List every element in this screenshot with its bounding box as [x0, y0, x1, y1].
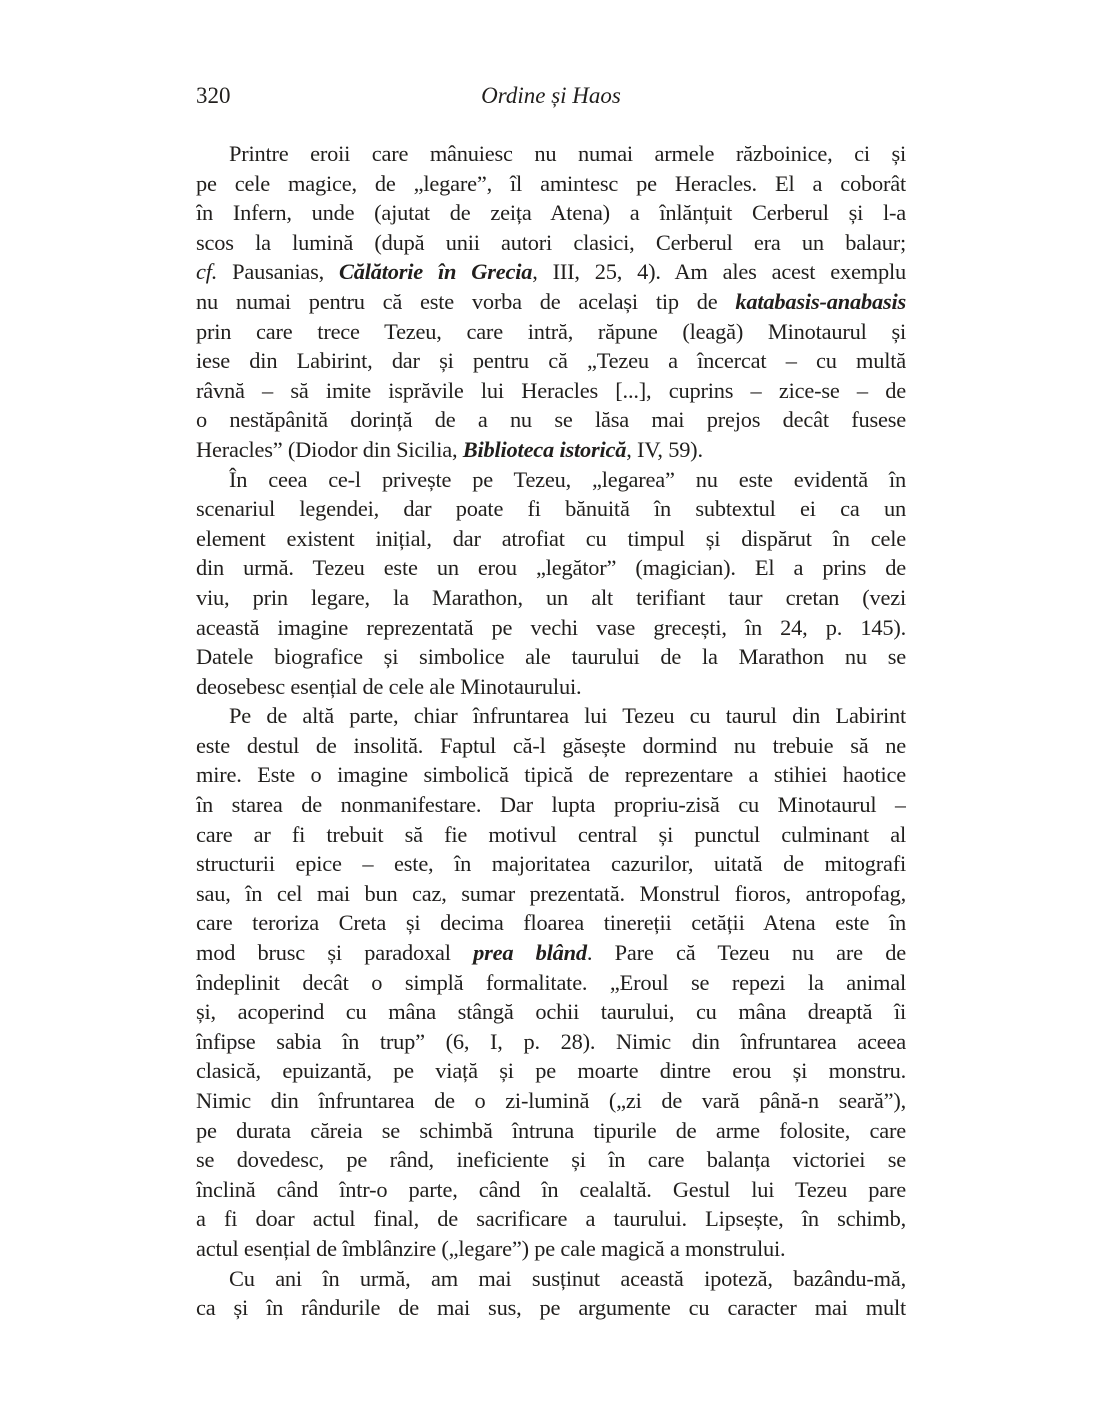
text-segment: care ar fi trebuit să fie motivul central și punctul culminant al — [196, 821, 906, 847]
text-segment: și, acoperind cu mâna stângă ochii taurului, cu mâna dreaptă îi — [196, 999, 906, 1025]
text-segment: element existent inițial, dar atrofiat cu timpul și dispărut în cele — [196, 525, 906, 551]
text-line — [196, 701, 906, 731]
text-segment: Nimic din înfruntarea de o zi-lumină („zi de vară până-n seară”), — [196, 1088, 906, 1113]
paragraph — [196, 465, 906, 702]
text-line — [196, 849, 906, 879]
text-line — [196, 228, 906, 258]
text-line — [196, 879, 906, 909]
text-segment: sau, în cel mai bun caz, sumar prezentată. Monstrul fioros, antropofag, — [196, 880, 906, 906]
text-line — [196, 642, 906, 672]
text-line — [196, 760, 906, 790]
text-line — [196, 465, 906, 495]
text-segment: înclină când într-o parte, când în cealaltă. Gestul lui Tezeu pare — [196, 1176, 906, 1202]
text-line — [196, 346, 906, 376]
text-block — [196, 139, 906, 1323]
text-line — [196, 731, 906, 761]
text-line — [196, 1116, 906, 1146]
text-segment: ca și în rândurile de mai sus, pe argumente cu caracter mai mult — [196, 1295, 906, 1321]
paragraph — [196, 701, 906, 1263]
text-segment: prin care trece Tezeu, care intră, răpune (leagă) Minotaurul și — [196, 318, 906, 344]
text-line — [196, 1145, 906, 1175]
text-segment: scenariul legendei, dar poate fi bănuită în subtextul ei ca un — [196, 496, 906, 522]
text-segment: , IV, 59). — [626, 436, 703, 462]
text-segment: este destul de insolită. Faptul că-l găsește dormind nu trebuie să ne — [196, 732, 906, 758]
text-segment: o nestăpânită dorință de a nu se lăsa mai prejos decât fusese — [196, 407, 906, 433]
text-segment: râvnă – să imite isprăvile lui Heracles [...], cuprins – zice-se – de — [196, 377, 906, 403]
text-segment: scos la lumină (după unii autori clasici, Cerberul era un balaur; — [196, 229, 906, 255]
text-segment: iese din Labirint, dar și pentru că „Tezeu a încercat – cu multă — [196, 348, 906, 374]
text-line — [196, 790, 906, 820]
text-line — [196, 613, 906, 643]
text-line — [196, 139, 906, 169]
text-segment: actul esențial de îmblânzire („legare”) pe cale magică a monstrului. — [196, 1235, 786, 1261]
text-segment: , III, 25, 4). Am ales acest exemplu — [532, 259, 906, 285]
text-segment: a fi doar actul final, de sacrificare a taurului. Lipsește, în schimb, — [196, 1206, 906, 1232]
text-line — [196, 968, 906, 998]
text-segment: clasică, epuizantă, pe viață și pe moarte dintre erou și monstru. — [196, 1058, 906, 1084]
text-line — [196, 553, 906, 583]
text-segment: mod brusc și paradoxal — [196, 940, 474, 966]
paragraph — [196, 139, 906, 465]
text-segment: viu, prin legare, la Marathon, un alt terifiant taur cretan (vezi — [196, 584, 906, 610]
text-segment: în starea de nonmanifestare. Dar lupta propriu-zisă cu Minotaurul – — [196, 792, 906, 818]
text-line — [196, 1293, 906, 1323]
text-segment-emphasis: Biblioteca istorică — [462, 436, 627, 462]
text-line — [196, 1204, 906, 1234]
paragraph — [196, 1264, 906, 1323]
text-line — [196, 1264, 906, 1294]
text-line — [196, 257, 906, 287]
text-segment: Pe de altă parte, chiar înfruntarea lui Tezeu cu taurul din Labirint — [229, 703, 906, 729]
text-segment: pe cele magice, de „legare”, îl amintesc pe Heracles. El a coborât — [196, 170, 906, 196]
page-number: 320 — [196, 83, 231, 108]
text-line — [196, 494, 906, 524]
text-line — [196, 1056, 906, 1086]
text-segment: Datele biografice și simbolice ale taurului de la Marathon nu se — [196, 644, 906, 670]
text-line — [196, 169, 906, 199]
text-line — [196, 435, 906, 465]
text-line — [196, 672, 906, 702]
text-line — [196, 1234, 906, 1264]
text-line — [196, 317, 906, 347]
text-line — [196, 376, 906, 406]
text-line — [196, 287, 906, 317]
text-segment-emphasis: prea blând — [473, 940, 587, 966]
text-segment: care teroriza Creta și decima floarea tinereții cetății Atena este în — [196, 910, 906, 936]
text-segment: nu numai pentru că este vorba de același tip de — [196, 288, 736, 314]
text-segment: înfipse sabia în trup” (6, I, p. 28). Nimic din înfruntarea aceea — [196, 1028, 906, 1054]
text-segment: îndeplinit decât o simplă formalitate. „Eroul se repezi la animal — [196, 969, 906, 995]
text-segment: structurii epice – este, în majoritatea cazurilor, uitată de mitografi — [196, 851, 906, 877]
page-header — [196, 82, 906, 112]
text-segment: această imagine reprezentată pe vechi vase grecești, în 24, p. 145). — [196, 614, 906, 640]
text-segment: din urmă. Tezeu este un erou „legător” (magician). El a prins de — [196, 555, 906, 581]
text-line — [196, 820, 906, 850]
running-title: Ordine și Haos — [481, 83, 621, 108]
text-segment: . Pare că Tezeu nu are de — [586, 940, 906, 966]
text-segment: Printre eroii care mânuiesc nu numai armele războinice, ci și — [229, 141, 906, 166]
text-segment: mire. Este o imagine simbolică tipică de reprezentare a stihiei haotice — [196, 762, 906, 788]
text-segment: Heracles” (Diodor din Sicilia, — [196, 436, 463, 462]
text-line — [196, 1175, 906, 1205]
text-line — [196, 997, 906, 1027]
text-segment: Cu ani în urmă, am mai susținut această ipoteză, bazându-mă, — [229, 1265, 906, 1291]
text-segment: Pausanias, — [217, 259, 340, 285]
text-segment: în Infern, unde (ajutat de zeița Atena) a înlănțuit Cerberul și l-a — [196, 200, 906, 226]
text-segment: pe durata căreia se schimbă întruna tipurile de arme folosite, care — [196, 1117, 906, 1143]
text-segment-emphasis: cf. — [196, 259, 218, 285]
text-line — [196, 1086, 906, 1116]
text-line — [196, 908, 906, 938]
text-segment: se dovedesc, pe rând, ineficiente și în care balanța victoriei se — [196, 1147, 906, 1173]
text-segment: În ceea ce-l privește pe Tezeu, „legarea” nu este evidentă în — [229, 466, 906, 492]
text-line — [196, 524, 906, 554]
text-line — [196, 938, 906, 968]
text-line — [196, 198, 906, 228]
text-segment-emphasis: katabasis-anabasis — [735, 288, 906, 314]
text-line — [196, 583, 906, 613]
text-line — [196, 1027, 906, 1057]
text-line — [196, 405, 906, 435]
text-segment-emphasis: Călătorie în Grecia — [339, 259, 533, 285]
text-segment: deosebesc esențial de cele ale Minotaurului. — [196, 673, 582, 699]
